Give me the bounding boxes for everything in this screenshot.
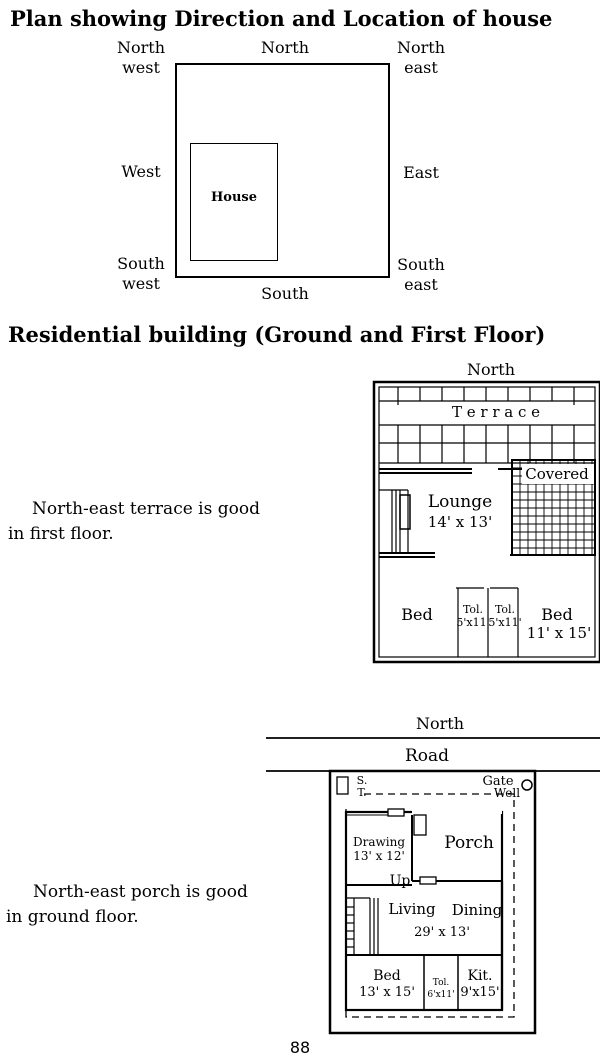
terrace-grid [379,387,595,463]
bed-left-label: Bed [401,605,433,624]
st-label-2: T. [357,786,367,799]
first-floor-note: North-east terrace is good in first floor. [8,499,260,544]
label-south: South [261,284,309,303]
bed-right-size: 11' x 15' [526,624,592,642]
road-label: Road [404,746,450,766]
ground-floor-note: North-east porch is good in ground floor. [6,882,248,927]
tol1-size: 5'x11' [456,616,490,629]
label-southwest: South west [117,254,165,293]
label-northeast: North east [396,38,445,77]
ground-floor-plan [262,705,600,1040]
up-label: Up [389,873,411,889]
drawing-label: Drawing [352,835,406,849]
gf-stair [346,898,378,955]
covered-label: Covered [525,465,589,483]
living-size: 29' x 13' [414,925,470,940]
gf-bed-label: Bed [373,968,401,984]
label-north: North [260,38,309,57]
bed-right-label: Bed [541,605,573,624]
tol1-label: Tol. [462,603,484,616]
first-floor-plan [360,355,600,667]
section-2-title: Residential building (Ground and First Floor) [8,322,546,347]
kit-size: 9'x15' [460,985,500,1000]
gf-north-label: North [415,714,465,733]
ff-north-label: North [466,360,516,379]
gate-label: Gate [482,774,514,789]
label-southeast: South east [397,255,445,294]
terrace-label: T e r r a c e [451,403,541,421]
gf-bed-size: 13' x 15' [359,985,415,1000]
gf-tol-label: Tol. [432,978,450,988]
lounge-label: Lounge [427,492,493,512]
lounge-size: 14' x 13' [427,513,493,531]
label-west: West [121,162,161,181]
st-label-1: S. [356,774,368,787]
well-label: Well [493,786,521,800]
gf-tol-size: 6'x11' [427,990,455,1000]
label-east: East [403,163,439,182]
house-label: House [211,190,257,205]
tol2-label: Tol. [494,603,516,616]
stair [379,490,435,557]
kit-label: Kit. [467,968,493,984]
section-1-title: Plan showing Direction and Location of house [10,6,553,31]
well-icon [522,780,532,790]
tol2-size: 5'x11' [488,616,522,629]
drawing-size: 13' x 12' [353,849,405,863]
septic-tank-icon [337,777,348,794]
page-number: 88 [289,1038,311,1057]
label-northwest: North west [116,38,165,77]
porch-label: Porch [444,833,494,853]
dining-label: Dining [451,901,503,919]
living-label: Living [388,900,436,918]
